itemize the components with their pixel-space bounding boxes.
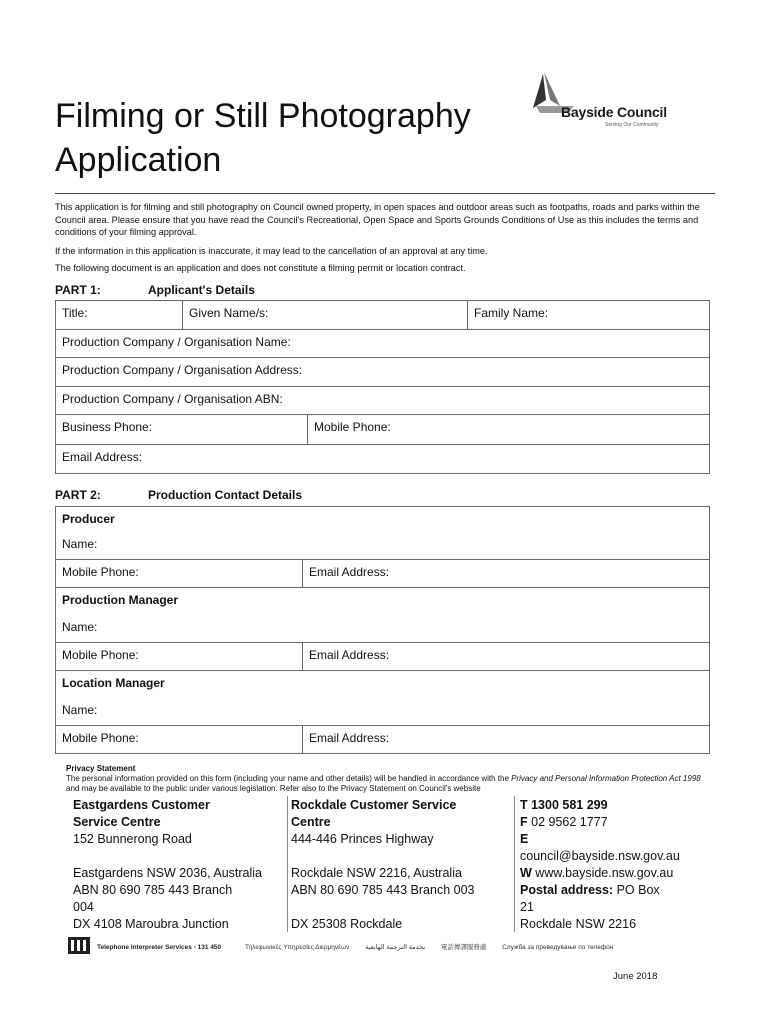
contact-phone: T 1300 581 299	[520, 798, 608, 812]
eastgardens-heading-1: Eastgardens Customer	[73, 798, 210, 812]
email-field[interactable]: Email Address:	[56, 445, 710, 474]
given-name-field[interactable]: Given Name/s:	[183, 301, 468, 330]
rockdale-address: 444-446 Princes Highway	[291, 832, 434, 846]
privacy-act-name: Privacy and Personal Information Protection Act 1998	[511, 774, 701, 783]
rockdale-abn: ABN 80 690 785 443 Branch 003	[291, 883, 475, 897]
intro-paragraph-2: If the information in this application is inaccurate, it may lead to the cancellation of an approval at any time.	[55, 246, 488, 256]
part1-label: PART 1:	[55, 283, 101, 297]
postal-row	[520, 882, 710, 899]
eastgardens-abn: ABN 80 690 785 443 Branch	[73, 883, 233, 897]
logo-name: Bayside Council	[561, 104, 667, 120]
interpreter-main: Telephone Interpreter Services - 131 450	[97, 944, 222, 951]
part2-title: Production Contact Details	[148, 488, 303, 502]
production-manager-name-field[interactable]: Name:	[56, 615, 710, 643]
privacy-text-a: The personal information provided on this form (including your name and other details) will be handled in accordance with the	[66, 774, 512, 783]
privacy-statement	[66, 764, 706, 794]
eastgardens-suburb: Eastgardens NSW 2036, Australia	[73, 866, 262, 880]
contact-web-link[interactable]: www.bayside.nsw.gov.au	[535, 866, 674, 880]
part2-label: PART 2:	[55, 488, 101, 502]
interpreter-service-icon	[68, 937, 90, 954]
rockdale-dx: DX 25308 Rockdale	[291, 917, 403, 931]
business-phone-field[interactable]: Business Phone:	[56, 415, 308, 445]
producer-mobile-field[interactable]: Mobile Phone:	[56, 560, 303, 588]
mobile-phone-field[interactable]: Mobile Phone:	[308, 415, 710, 445]
location-manager-email-field[interactable]: Email Address:	[303, 726, 710, 754]
interpreter-greek: Τηλεφωνικές Υπηρεσίες Διερμηνέων	[244, 944, 350, 951]
company-abn-field[interactable]: Production Company / Organisation ABN:	[56, 387, 710, 415]
footer-divider-2	[514, 796, 515, 932]
interpreter-chinese: 電話傳譯服務處	[440, 944, 487, 951]
privacy-heading: Privacy Statement	[66, 764, 136, 773]
interpreter-arabic: بخدمة الترجمة الهاتفية	[365, 944, 426, 951]
part2-heading	[55, 488, 302, 502]
rockdale-office	[291, 797, 503, 933]
producer-name-field[interactable]: Name:	[56, 532, 710, 560]
production-manager-mobile-field[interactable]: Mobile Phone:	[56, 643, 303, 671]
location-manager-mobile-field[interactable]: Mobile Phone:	[56, 726, 303, 754]
company-address-field[interactable]: Production Company / Organisation Address:	[56, 358, 710, 387]
logo-tagline: Serving Our Community	[605, 122, 659, 128]
contact-email-label: E	[520, 832, 529, 846]
rockdale-suburb: Rockdale NSW 2216, Australia	[291, 866, 462, 880]
council-contact	[520, 797, 710, 933]
title-field[interactable]: Title:	[56, 301, 183, 330]
production-manager-email-field[interactable]: Email Address:	[303, 643, 710, 671]
interpreter-services	[97, 942, 613, 951]
eastgardens-branch: 004	[73, 900, 94, 914]
part1-title: Applicant's Details	[148, 283, 255, 297]
family-name-field[interactable]: Family Name:	[468, 301, 710, 330]
footer-divider-1	[287, 796, 288, 932]
rockdale-heading-1: Rockdale Customer Service	[291, 798, 457, 812]
producer-email-field[interactable]: Email Address:	[303, 560, 710, 588]
contact-fax-row	[520, 814, 710, 831]
location-manager-section-title: Location Manager	[56, 671, 710, 698]
contact-fax-label: F	[520, 815, 528, 829]
intro-paragraph-3: The following document is an application and does not constitute a filming permit or location contract.	[55, 263, 466, 273]
title-line-2: Application	[55, 141, 222, 179]
postal-label: Postal address:	[520, 883, 614, 897]
interpreter-serbian: Служба за преведување по телефон	[502, 944, 614, 951]
applicant-details-table	[55, 300, 710, 474]
location-manager-name-field[interactable]: Name:	[56, 698, 710, 726]
eastgardens-address: 152 Bunnerong Road	[73, 832, 192, 846]
privacy-text-c: and may be available to the public under various legislation. Refer also to the Privacy Statement on Council's website	[66, 784, 481, 793]
postal-box-number: 21	[520, 900, 534, 914]
part1-heading	[55, 283, 255, 297]
contact-web-row	[520, 865, 710, 882]
postal-suburb: Rockdale NSW 2216	[520, 917, 637, 931]
eastgardens-dx: DX 4108 Maroubra Junction	[73, 917, 229, 931]
header-divider	[55, 193, 715, 194]
production-manager-section-title: Production Manager	[56, 588, 710, 615]
privacy-text	[66, 774, 706, 794]
eastgardens-office	[73, 797, 283, 933]
page-title	[55, 94, 471, 182]
producer-section-title: Producer	[56, 507, 710, 532]
document-date: June 2018	[613, 971, 658, 982]
company-name-field[interactable]: Production Company / Organisation Name:	[56, 330, 710, 358]
title-line-1: Filming or Still Photography	[55, 97, 471, 135]
contact-email-link[interactable]: council@bayside.nsw.gov.au	[520, 849, 680, 863]
rockdale-heading-2: Centre	[291, 815, 331, 829]
production-contacts-table	[55, 506, 710, 754]
postal-box: PO Box	[616, 883, 660, 897]
contact-web-label: W	[520, 866, 532, 880]
contact-fax: 02 9562 1777	[531, 815, 608, 829]
eastgardens-heading-2: Service Centre	[73, 815, 161, 829]
intro-paragraph-1: This application is for filming and still photography on Council owned property, in open spaces and outdoor areas such as footpaths, roads and parks within the Council area. Please ensure that you have read the Council's Recreational, Open Space and Sports Grounds Conditions of Use as this includes the terms and conditions of your filming approval.	[55, 202, 700, 237]
